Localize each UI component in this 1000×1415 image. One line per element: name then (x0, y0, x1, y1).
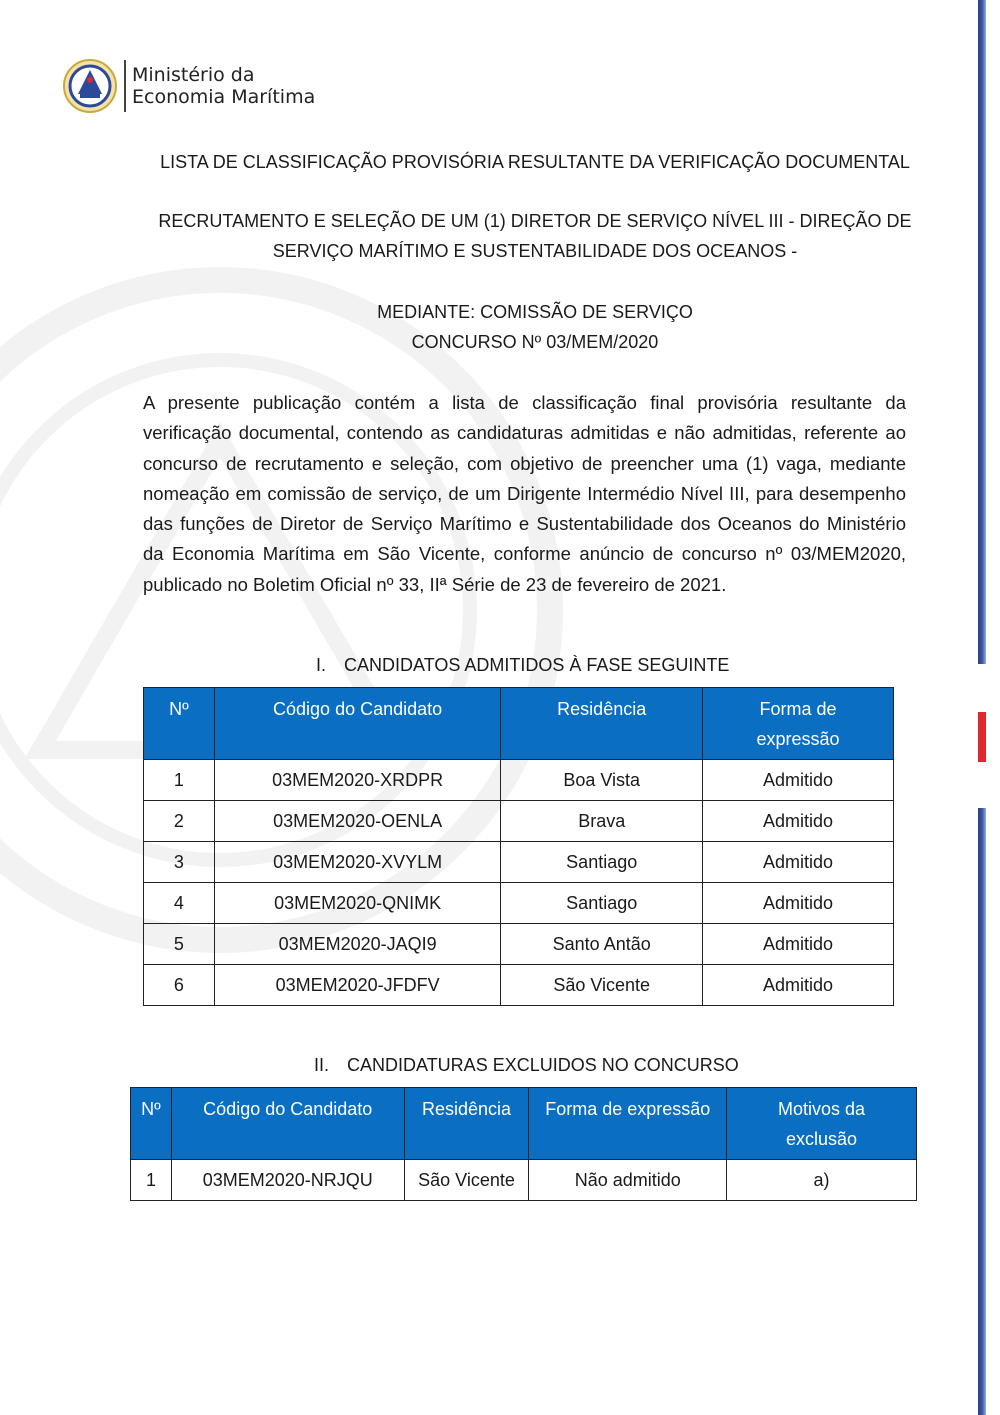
section-1-heading (316, 652, 729, 678)
cell-status: Admitido (703, 801, 894, 842)
title-line: CONCURSO Nº 03/MEM/2020 (411, 332, 659, 352)
logo-divider (124, 60, 126, 112)
recruitment-title (130, 206, 940, 266)
cell-code: 03MEM2020-XRDPR (214, 760, 501, 801)
national-seal-icon (62, 58, 118, 114)
intro-paragraph: A presente publicação contém a lista de classificação final provisória resultante da verificação documental, contendo as candidaturas admitidas e não admitidas, referente ao concurso de recrutamento e seleção, com objetivo de preencher uma (1) vaga, mediante nomeação em comissão de serviço, de um Dirigente Intermédio Nível III, para desempenho das funções de Diretor de Serviço Marítimo e Sustentabilidade dos Oceanos do Ministério da Economia Marítima em São Vicente, conforme anúncio de concurso nº 03/MEM2020, publicado no Boletim Oficial nº 33, IIª Série de 23 de fevereiro de 2021. (143, 392, 906, 595)
cell-code: 03MEM2020-NRJQU (171, 1160, 404, 1201)
cell-residence: São Vicente (501, 965, 703, 1006)
right-edge-stripe-blue-bottom (978, 808, 986, 1415)
cell-residence: Boa Vista (501, 760, 703, 801)
cell-residence: São Vicente (404, 1160, 529, 1201)
table-header-row (144, 688, 894, 760)
table-row (144, 965, 894, 1006)
cell-code: 03MEM2020-JAQI9 (214, 924, 501, 965)
table-row (131, 1160, 917, 1201)
column-header: Nº (131, 1088, 172, 1160)
title-line: RECRUTAMENTO E SELEÇÃO DE UM (1) DIRETOR DE SERVIÇO NÍVEL III - DIREÇÃO DE (158, 211, 912, 231)
ministry-name (132, 64, 315, 108)
column-header: Código do Candidato (171, 1088, 404, 1160)
column-header: Motivos da exclusão (727, 1088, 917, 1160)
column-header: Código do Candidato (214, 688, 501, 760)
cell-number: 5 (144, 924, 215, 965)
cell-residence: Santiago (501, 883, 703, 924)
title-line: LISTA DE CLASSIFICAÇÃO PROVISÓRIA RESULTANTE DA VERIFICAÇÃO DOCUMENTAL (160, 152, 910, 172)
cell-status: Admitido (703, 883, 894, 924)
column-header: Residência (404, 1088, 529, 1160)
cell-residence: Santo Antão (501, 924, 703, 965)
table-header-row (131, 1088, 917, 1160)
title-line: SERVIÇO MARÍTIMO E SUSTENTABILIDADE DOS OCEANOS - (272, 241, 798, 261)
right-edge-stripe-red (978, 712, 986, 762)
right-edge-stripe-blue-top (978, 0, 986, 664)
column-header: Forma de expressão (703, 688, 894, 760)
section-2-heading (314, 1052, 739, 1078)
cell-residence: Santiago (501, 842, 703, 883)
ministry-logo (62, 58, 315, 114)
cell-code: 03MEM2020-XVYLM (214, 842, 501, 883)
section-1-number: I. (316, 655, 327, 675)
section-1-title: CANDIDATOS ADMITIDOS À FASE SEGUINTE (344, 655, 730, 675)
cell-number: 1 (144, 760, 215, 801)
column-header: Residência (501, 688, 703, 760)
section-2-title: CANDIDATURAS EXCLUIDOS NO CONCURSO (347, 1055, 739, 1075)
cell-number: 6 (144, 965, 215, 1006)
cell-status: Admitido (703, 965, 894, 1006)
excluded-candidates-table (130, 1087, 917, 1201)
cell-residence: Brava (501, 801, 703, 842)
table-row (144, 801, 894, 842)
cell-status: Admitido (703, 760, 894, 801)
table-row (144, 760, 894, 801)
cell-number: 2 (144, 801, 215, 842)
ministry-name-line1: Ministério da (132, 64, 255, 86)
table-row (144, 924, 894, 965)
cell-code: 03MEM2020-JFDFV (214, 965, 501, 1006)
ministry-name-line2: Economia Marítima (132, 86, 316, 108)
cell-number: 3 (144, 842, 215, 883)
cell-status: Admitido (703, 924, 894, 965)
cell-number: 1 (131, 1160, 172, 1201)
column-header: Forma de expressão (529, 1088, 727, 1160)
section-2-number: II. (314, 1055, 330, 1075)
cell-code: 03MEM2020-QNIMK (214, 883, 501, 924)
cell-reason: a) (727, 1160, 917, 1201)
cell-status: Não admitido (529, 1160, 727, 1201)
cell-number: 4 (144, 883, 215, 924)
competition-title (130, 297, 940, 357)
title-line: MEDIANTE: COMISSÃO DE SERVIÇO (377, 302, 693, 322)
cell-code: 03MEM2020-OENLA (214, 801, 501, 842)
admitted-candidates-table (143, 687, 894, 1006)
cell-status: Admitido (703, 842, 894, 883)
table-row (144, 883, 894, 924)
table-row (144, 842, 894, 883)
column-header: Nº (144, 688, 215, 760)
document-title (130, 147, 940, 177)
